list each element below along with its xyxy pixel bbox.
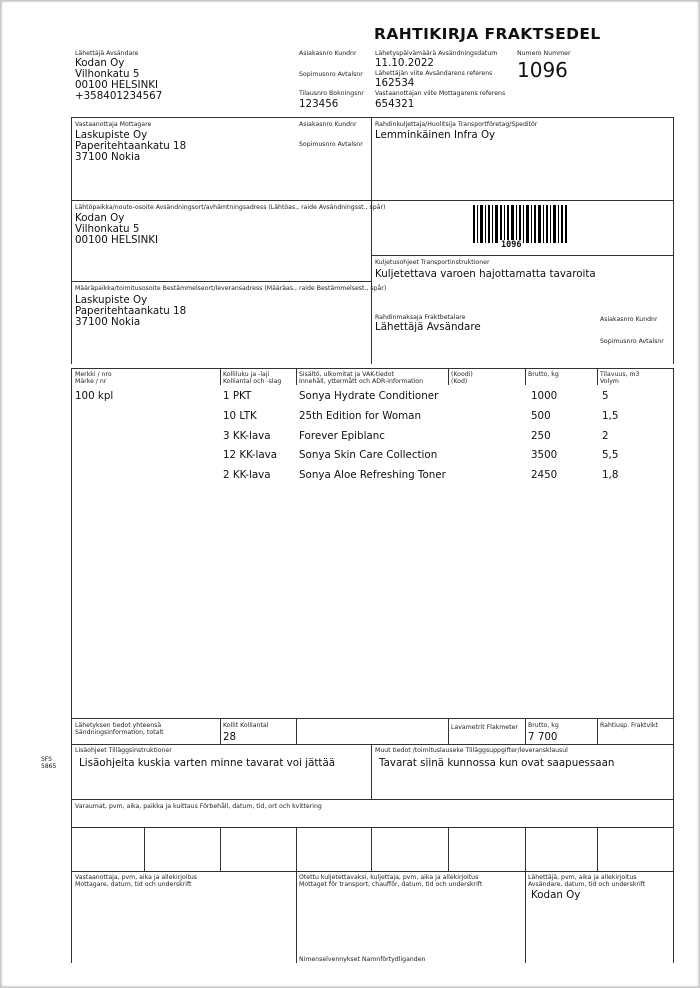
divider [296,827,297,871]
row-volume: 2 [602,430,609,442]
divider [371,255,674,256]
totals-gross-label: Brutto, kg [528,722,559,729]
divider [371,827,372,871]
row-contents: Sonya Hydrate Conditioner [299,390,439,402]
origin-line: 00100 HELSINKI [75,234,159,246]
sender-signature-label: Lähettäjä, pvm, aika ja allekirjoitus [528,874,637,881]
extra-instructions-text: Lisäohjeita kuskia varten minne tavarat voi jättää [79,757,336,769]
document-number: 1096 [517,58,568,82]
sender-phone: +358401234567 [75,90,163,102]
contents-header: Innehåll, yttermått och ADR-information [299,378,424,385]
divider [71,871,72,963]
row-packages: 3 KK-lava [223,430,271,442]
consignee-signature-label: Vastaanottaja, pvm, aika ja allekirjoitus [75,874,198,881]
carrier-signature-label: Mottaget för transport, chaufför, datum, tid och underskrift [299,881,483,888]
divider [71,799,674,800]
payer-customer-no-label: Asiakasnro Kundnr [600,316,658,323]
totals-gross: 7 700 [528,731,558,743]
divider [448,718,449,744]
divider [371,117,372,364]
divider [71,827,674,828]
row-contents: Sonya Aloe Refreshing Toner [299,469,446,481]
name-clarification-label: Nimenselvennykset Namnförtydliganden [299,956,426,963]
divider [71,368,674,369]
row-gross: 500 [531,410,551,422]
divider [71,718,674,719]
document-title: RAHTIKIRJA FRAKTSEDEL [374,25,601,43]
extra-instructions-label: Lisäohjeet Tilläggsinstruktioner [75,747,172,754]
code-header: (Kod) [451,378,468,385]
reservations-label: Varaumat, pvm, aika, paikka ja kuittaus Förbehåll, datum, tid, ort och kvittering [75,803,322,810]
order-no-label: Tilausnro Bokningsnr [299,90,364,97]
gross-header: Brutto, kg [528,371,559,378]
contract-no-label: Sopimusnro Avtalsnr [299,71,363,78]
divider [597,827,598,871]
row-gross: 2450 [531,469,558,481]
code-header: (Koodi) [451,371,473,378]
origin-line: Vilhonkatu 5 [75,223,140,235]
destination-line: Paperitehtaankatu 18 [75,305,187,317]
packages-header: Kolliantal och -slag [223,378,282,385]
divider [597,369,598,385]
payer-contract-no-label: Sopimusnro Avtalsnr [600,338,664,345]
contents-header: Sisältö, ulkomitat ja VAK-tiedot [299,371,394,378]
row-packages: 12 KK-lava [223,449,278,461]
divider [525,827,526,871]
sender-signature-label: Avsändare, datum, tid och underskrift [528,881,646,888]
sfs-code: SFS [41,756,52,763]
transport-instructions-label: Kuljetusohjeet Transportinstruktioner [375,259,490,266]
divider [673,744,674,871]
marks-header: Merkki / nro [75,371,112,378]
payer-label: Rahdinmaksaja Fraktbetalare [375,314,466,321]
row-contents: 25th Edition for Woman [299,410,422,422]
payer-value: Lähettäjä Avsändare [375,321,481,333]
carrier-label: Rahdinkuljettaja/Huolitsija Transportföretag/Speditör [375,121,538,128]
transport-instructions-text: Kuljetettava varoen hajottamatta tavaroita [375,268,596,280]
volume-header: Tilavuus, m3 [600,371,640,378]
divider [448,369,449,385]
barcode-text: 1096 [501,240,522,250]
divider [448,827,449,871]
totals-label: Sändningsinformation, totalt [75,729,164,736]
marks-header: Märke / nr [75,378,107,385]
origin-label: Lähtöpaikka/nouto-osoite Avsändningsort/avhämtningsadress (Lähtöas., raide Avsändningsst., spår) [75,204,386,211]
divider [597,718,598,744]
row-volume: 1,5 [602,410,619,422]
sender-ref-value: 162534 [375,77,415,89]
packages-header: Kolliluku ja -laji [223,371,270,378]
row-gross: 1000 [531,390,558,402]
divider [673,368,674,744]
divider [371,744,372,799]
row-volume: 5,5 [602,449,619,461]
sfs-code: 5865 [41,763,57,770]
divider [525,718,526,744]
receiver-ref-label: Vastaanottajan viite Mottagarens referens [375,90,506,97]
sender-line: Vilhonkatu 5 [75,68,140,80]
row-volume: 5 [602,390,609,402]
totals-packages-label: Kollit Kolliantal [223,722,269,729]
receiver-ref-value: 654321 [375,98,415,110]
order-no-value: 123456 [299,98,339,110]
date-value: 11.10.2022 [375,57,434,69]
consignee-line: Paperitehtaankatu 18 [75,140,187,152]
destination-line: Laskupiste Oy [75,294,148,306]
divider [71,871,674,872]
consignee-line: Laskupiste Oy [75,129,148,141]
sender-ref-label: Lähettäjän viite Avsändarens referens [375,70,493,77]
destination-line: 37100 Nokia [75,316,141,328]
divider [220,718,221,744]
divider [71,368,72,744]
divider [71,744,674,745]
totals-packages: 28 [223,731,237,743]
divider [144,827,145,871]
divider [71,117,72,364]
divider [71,117,674,118]
divider [296,718,297,744]
row-contents: Sonya Skin Care Collection [299,449,438,461]
carrier-name: Lemminkäinen Infra Oy [375,129,496,141]
number-label: Numero Nummer [517,50,571,57]
divider [220,369,221,385]
sender-line: Kodan Oy [75,57,125,69]
barcode [473,205,567,243]
row-volume: 1,8 [602,469,619,481]
divider [296,369,297,385]
row-packages: 2 KK-lava [223,469,271,481]
other-info-text: Tavarat siinä kunnossa kun ovat saapuessaan [379,757,615,769]
consignee-contract-no-label: Sopimusnro Avtalsnr [299,141,363,148]
divider [220,827,221,871]
loading-meters-label: Lavametrit Flakmeter [451,724,518,731]
sender-signature-value: Kodan Oy [531,889,581,901]
divider [673,871,674,963]
other-info-label: Muut tiedot /toimituslauseke Tilläggsuppgifter/leveransklausul [375,747,568,754]
divider [525,871,526,963]
row-packages: 1 PKT [223,390,252,402]
row-gross: 3500 [531,449,558,461]
divider [296,871,297,963]
sender-label: Lähettäjä Avsändare [75,50,139,57]
divider [71,200,674,201]
row-packages: 10 LTK [223,410,257,422]
carrier-signature-label: Otettu kuljetettavaksi, kuljettaja, pvm, aika ja allekirjoitus [299,874,479,881]
volume-header: Volym [600,378,619,385]
sender-line: 00100 HELSINKI [75,79,159,91]
consignee-line: 37100 Nokia [75,151,141,163]
date-label: Lähetyspäivämäärä Avsändningsdatum [375,50,498,57]
divider [673,117,674,364]
destination-label: Määräpaikka/toimitusosoite Bestämmelseort/leveransadress (Määräas., raide Bestämmelsest., spår) [75,285,387,292]
origin-line: Kodan Oy [75,212,125,224]
consignee-customer-no-label: Asiakasnro Kundnr [299,121,357,128]
row-gross: 250 [531,430,551,442]
totals-label: Lähetyksen tiedot yhteensä [75,722,162,729]
consignee-label: Vastaanottaja Mottagare [75,121,152,128]
row-contents: Forever Epiblanc [299,430,385,442]
consignee-signature-label: Mottagare, datum, tid och underskrift [75,881,192,888]
freight-class-label: Rahtiusp. Fraktvikt [600,722,658,729]
divider [71,281,372,282]
divider [525,369,526,385]
customer-no-label: Asiakasnro Kundnr [299,50,357,57]
divider [71,744,72,871]
marks-value: 100 kpl [75,390,114,402]
